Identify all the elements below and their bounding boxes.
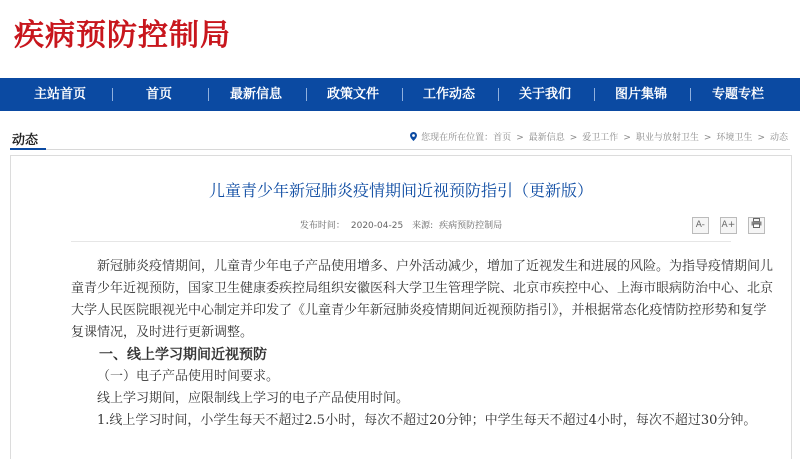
- section-divider: [10, 149, 790, 150]
- location-pin-icon: [410, 132, 417, 141]
- source-label: 来源:: [412, 221, 434, 231]
- nav-item-about[interactable]: 关于我们: [518, 87, 571, 102]
- nav-item-main-home[interactable]: 主站首页: [33, 87, 86, 102]
- date-label: 发布时间：: [299, 221, 345, 231]
- breadcrumb-prefix: 您现在所在位置：: [421, 133, 494, 143]
- breadcrumb-item-latest[interactable]: 最新信息: [528, 133, 565, 143]
- article-source: 疾病预防控制局: [439, 221, 503, 231]
- nav-item-latest[interactable]: 最新信息: [229, 87, 282, 102]
- breadcrumb: [410, 130, 788, 143]
- print-icon: [751, 218, 762, 228]
- article-panel: [10, 155, 792, 459]
- subsection-heading: （一）电子产品使用时间要求。: [97, 369, 280, 384]
- article-body: [71, 256, 775, 432]
- site-header: [0, 0, 800, 78]
- article-paragraph: 线上学习期间，应限制线上学习的电子产品使用时间。: [97, 391, 410, 406]
- nav-item-special[interactable]: 专题专栏: [711, 87, 764, 102]
- print-button[interactable]: [748, 217, 765, 234]
- section-accent-bar: [10, 148, 46, 150]
- breadcrumb-separator: >: [703, 133, 712, 143]
- article-paragraph: 新冠肺炎疫情期间，儿童青少年电子产品使用增多、户外活动减少，增加了近视发生和进展的风险。为指导疫情期间儿童青少年近视预防，国家卫生健康委疾控局组织安徽医科大学卫生管理学院、北京市疾控中心、上海市眼病防治中心、北京大学人民医院眼视光中心制定并印发了《儿童青少年新冠肺炎疫情期间近视预防指引》，并根据常态化疫情防控形势和复学复课情况，及时进行更新调整。: [71, 259, 774, 340]
- article-meta: [11, 218, 791, 231]
- breadcrumb-separator: >: [516, 133, 524, 143]
- breadcrumb-separator: >: [569, 133, 578, 143]
- section-heading: 一、线上学习期间近视预防: [99, 347, 267, 363]
- font-increase-button[interactable]: A+: [720, 217, 737, 234]
- site-logo[interactable]: 疾病预防控制局: [14, 18, 231, 53]
- nav-item-work-news[interactable]: 工作动态: [422, 87, 475, 102]
- article-tools: [686, 215, 765, 234]
- section-title: 动态: [12, 133, 39, 148]
- breadcrumb-item-current[interactable]: 动态: [769, 133, 788, 143]
- article-title: 儿童青少年新冠肺炎疫情期间近视预防指引（更新版）: [208, 181, 593, 200]
- nav-item-gallery[interactable]: 图片集锦: [614, 87, 667, 102]
- breadcrumb-bar: [0, 127, 800, 151]
- breadcrumb-item-environment[interactable]: 环境卫生: [716, 133, 753, 143]
- breadcrumb-item-patriotic-health[interactable]: 爱卫工作: [582, 133, 619, 143]
- breadcrumb-separator: >: [623, 133, 631, 143]
- main-nav: [0, 78, 800, 111]
- breadcrumb-item-home[interactable]: 首页: [493, 133, 512, 143]
- article-paragraph: 1.线上学习时间，小学生每天不超过2.5小时，每次不超过20分钟；中学生每天不超过4小时，每次不超过30分钟。: [97, 413, 757, 428]
- breadcrumb-separator: >: [757, 133, 765, 143]
- breadcrumb-item-occupational[interactable]: 职业与放射卫生: [635, 133, 699, 143]
- publish-date: 2020-04-25: [350, 221, 404, 231]
- nav-item-home[interactable]: 首页: [145, 87, 172, 102]
- article-divider: [71, 241, 731, 242]
- nav-item-policy[interactable]: 政策文件: [326, 87, 379, 102]
- font-decrease-button[interactable]: A-: [692, 217, 709, 234]
